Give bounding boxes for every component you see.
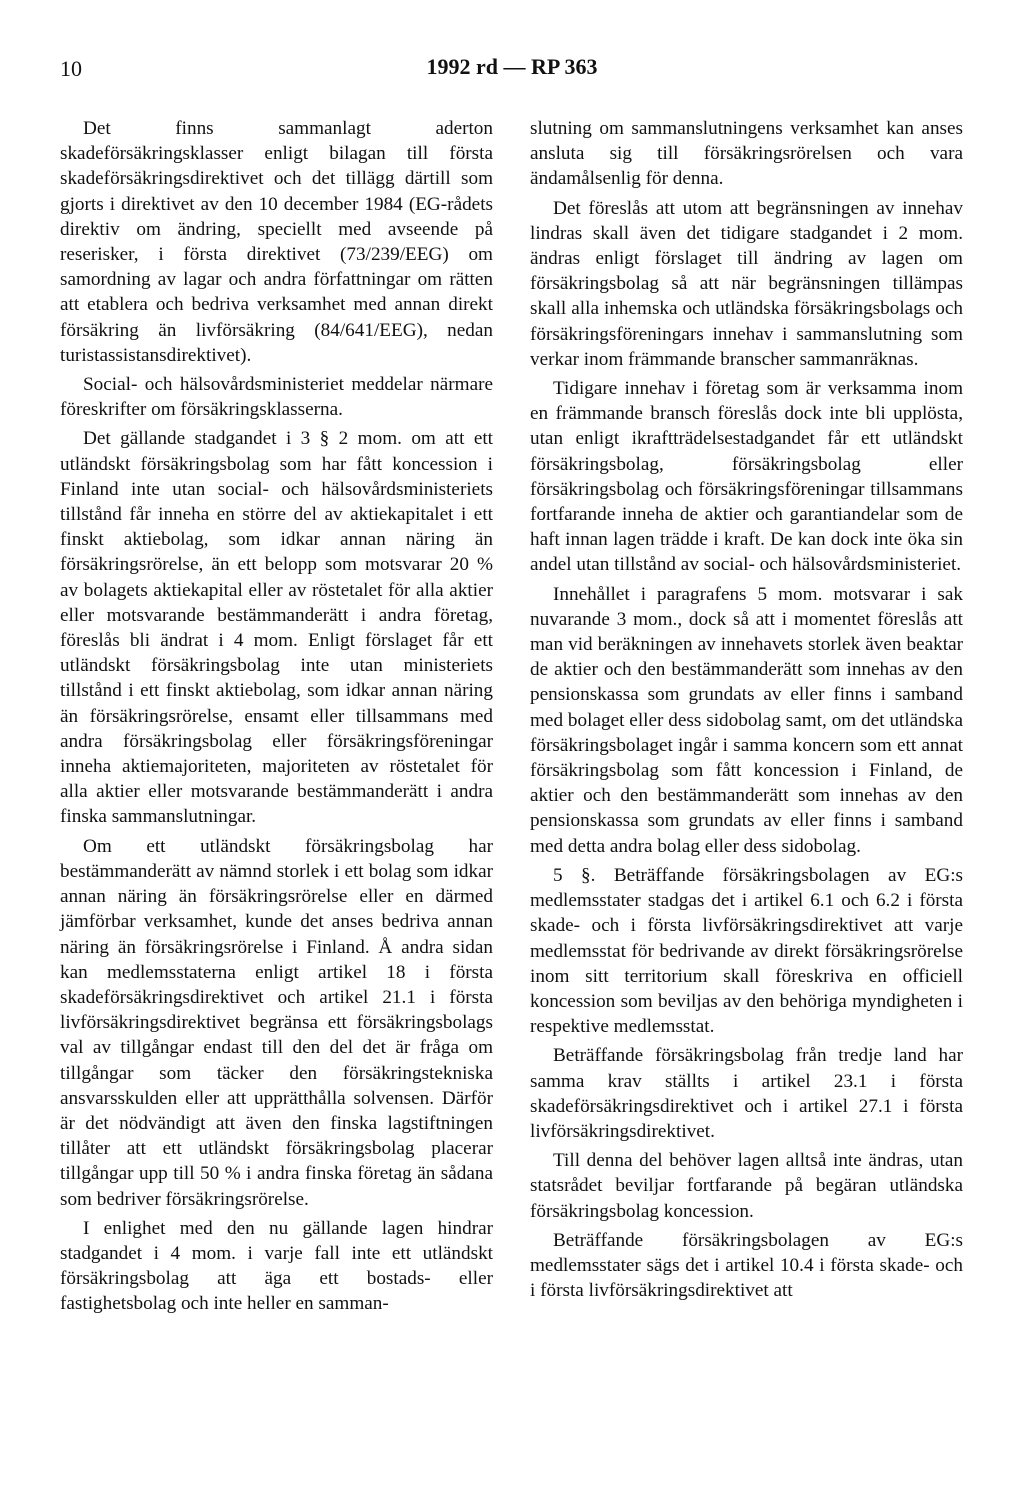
paragraph: Det gällande stadgandet i 3 § 2 mom. om att ett utländskt försäkringsbolag som har fått koncession i Finland inte utan social- och hälsovårdsministeriets tillstånd får inneha en större del av aktiekapitalet i ett finskt aktiebolag, som idkar annan näring än försäkringsrörelse, än ett belopp som motsvarar 20 % av bolagets aktiekapital eller av röstetalet för alla aktier eller motsvarande bestämmanderätt i andra företag, föreslås bli ändrat i 4 mom. Enligt förslaget får ett utländskt försäkringsbolag inte utan ministeriets tillstånd i ett finskt aktiebolag, som idkar annan näring än försäkringsrörelse, ensamt eller tillsammans med andra försäkringsbolag eller försäkringsföreningar inneha aktiemajoriteten, majoriteten av röstetalet för alla aktier eller motsvarande bestämmanderätt i andra finska sammanslutningar.: [60, 428, 493, 828]
running-head: 1992 rd — RP 363: [426, 54, 598, 79]
paragraph: Beträffande försäkringsbolagen av EG:s medlemsstater sägs det i artikel 10.4 i första skade- och i första livförsäkringsdirektivet att: [530, 1229, 963, 1302]
paragraph: Det finns sammanlagt aderton skadeförsäkringsklasser enligt bilagan till första skadeförsäkringsdirektivet och det tillägg därtill som gjorts i direktivet av den 10 december 1984 (EG-rådets direktiv om ändring, speciellt med avseende på reserisker, i första direktivet (73/239/EEG) om samordning av lagar och andra författningar om rätten att etablera och bedriva verksamhet med annan direkt försäkring än livförsäkring (84/641/EEG), nedan turistassistansdirektivet).: [60, 118, 493, 366]
right-column: [530, 116, 963, 1307]
paragraph: Tidigare innehav i företag som är verksamma inom en främmande bransch föreslås dock inte bli upplösta, utan enligt ikraftträdelsestadgandet får ett utländskt försäkringsbolag, försäkringsbolag eller försäkringsbolag och försäkringsföreningar tillsammans fortfarande inneha de aktier och garantiandelar som de haft innan lagen trädde i kraft. De kan dock inte öka sin andel utan tillstånd av social- och hälsovårdsministeriet.: [530, 378, 963, 576]
paragraph: Social- och hälsovårdsministeriet meddelar närmare föreskrifter om försäkringsklasserna.: [60, 374, 493, 421]
continued-paragraph: slutning om sammanslutningens verksamhet kan anses ansluta sig till försäkringsrörelsen och vara ändamålsenlig för denna.: [530, 118, 963, 190]
paragraph: Om ett utländskt försäkringsbolag har bestämmanderätt av nämnd storlek i ett bolag som idkar annan näring än försäkringsrörelse eller en därmed jämförbar verksamhet, kunde det anses bedriva annan näring än försäkringsrörelse i Finland. Å andra sidan kan medlemsstaterna enligt artikel 18 i första skadeförsäkringsdirektivet och artikel 21.1 i första livförsäkringsdirektivet begränsa ett försäkringsbolags val av tillgångar endast till den del det är fråga om tillgångar som täcker den försäkringstekniska ansvarsskulden eller att upprätthålla solvensen. Därför är det nödvändigt att även den finska lagstiftningen tillåter att ett utländskt försäkringsbolag placerar tillgångar upp till 50 % i andra finska företag än sådana som bedriver försäkringsrörelse.: [60, 835, 493, 1210]
paragraph: I enlighet med den nu gällande lagen hindrar stadgandet i 4 mom. i varje fall inte ett utländskt försäkringsbolag att äga ett bostads- eller fastighetsbolag och inte heller en samman-: [60, 1217, 493, 1315]
paragraph: Beträffande försäkringsbolag från tredje land har samma krav ställts i artikel 23.1 i första skadeförsäkringsdirektivet och i artikel 27.1 i första livförsäkringsdirektivet.: [530, 1045, 963, 1142]
paragraph: 5 §. Beträffande försäkringsbolagen av EG:s medlemsstater stadgas det i artikel 6.1 och 6.2 i första skade- och i första livförsäkringsdirektivet att varje medlemsstat för bedrivande av direkt försäkringsrörelse inom sitt territorium skall föreskriva en officiell koncession som beviljas av den behöriga myndigheten i respektive medlemsstat.: [530, 864, 963, 1038]
left-column: [60, 116, 493, 1321]
paragraph: Till denna del behöver lagen alltså inte ändras, utan statsrådet beviljar fortfarande på begäran utländska försäkringsbolag koncession.: [530, 1150, 963, 1222]
paragraph: Det föreslås att utom att begränsningen av innehav lindras skall även det tidigare stadgandet i 2 mom. ändras enligt förslaget till ändring av lagen om försäkringsbolag så att när begränsningen tillämpas skall alla inhemska och utländska försäkringsbolags och försäkringsföreningars innehav i sammanslutning som verkar inom främmande branscher sammanräknas.: [530, 197, 963, 370]
paragraph: Innehållet i paragrafens 5 mom. motsvarar i sak nuvarande 3 mom., dock så att i momentet föreslås att man vid beräkningen av innehavets storlek även beaktar de aktier och den bestämmanderätt som innehas av den pensionskassa som grundats av eller finns i samband med bolaget eller dess sidobolag samt, om det utländska försäkringsbolaget ingår i samma koncern som ett annat försäkringsbolag som fått koncession i Finland, de aktier och den bestämmanderätt som innehas av den pensionskassa som grundats av eller finns i samband med detta andra bolag eller dess sidobolag.: [530, 583, 963, 857]
page-number: 10: [60, 56, 82, 81]
